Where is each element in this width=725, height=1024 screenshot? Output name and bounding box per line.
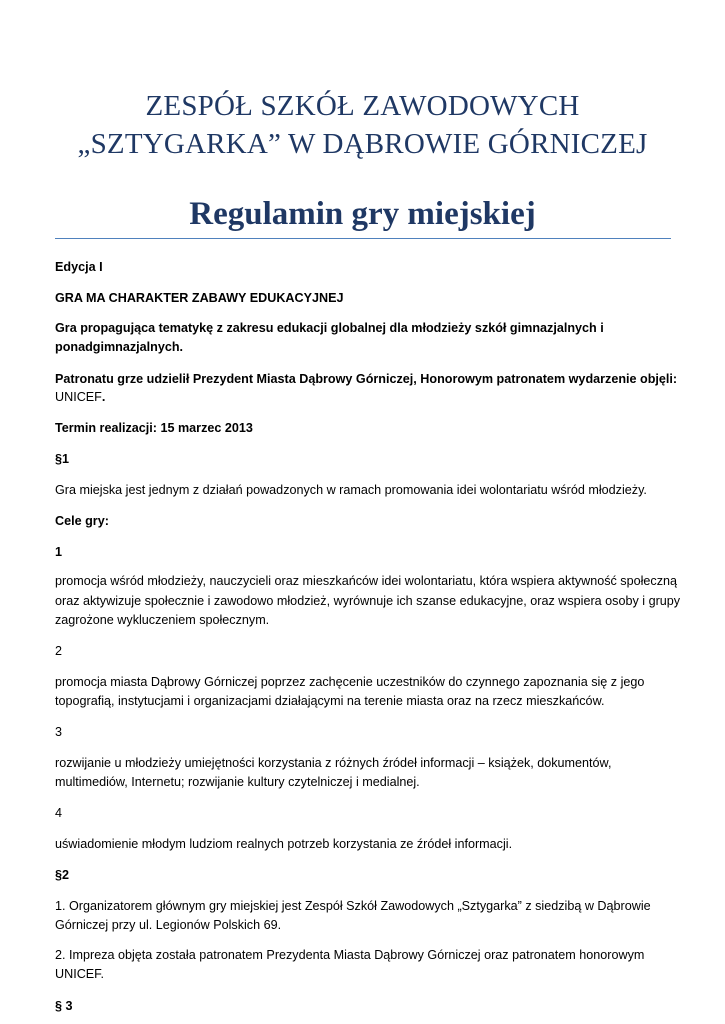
section-2-point-2-line-1: 2. Impreza objęta została patronatem Prezydenta Miasta Dąbrowy Górniczej oraz patronatem honorowym <box>55 948 645 962</box>
goals-heading: Cele gry: <box>55 514 109 528</box>
goal-3-line-1: rozwijanie u młodzieży umiejętności korzystania z różnych źródeł informacji – książek, dokumentów, <box>55 756 612 770</box>
school-name-line-1: ZESPÓŁ SZKÓŁ ZAWODOWYCH <box>145 90 580 122</box>
goal-3-number: 3 <box>55 725 63 739</box>
section-2-point-1-line-1: 1. Organizatorem głównym gry miejskiej jest Zespół Szkół Zawodowych „Sztygarka” z siedzibą w Dąbrowie <box>55 899 651 913</box>
edition-label: Edycja I <box>55 260 103 274</box>
goal-1-line-2: oraz aktywizuje społecznie i zawodowo młodzież, wyrównuje ich szanse edukacyjne, oraz wspiera osoby i grupy <box>55 594 681 608</box>
goal-1-line-3: zagrożone wykluczeniem społecznym. <box>55 613 270 627</box>
section-2-point-1-line-2: Górniczej przy ul. Legionów Polskich 69. <box>55 918 282 932</box>
patronage-line-1: Patronatu grze udzielił Prezydent Miasta Dąbrowy Górniczej, Honorowym patronatem wydarzenie objęli: <box>55 372 678 386</box>
school-name <box>0 87 725 163</box>
section-2-point-2-line-2: UNICEF. <box>55 967 104 981</box>
document-title: Regulamin gry miejskiej <box>189 196 536 232</box>
goal-2-line-2: topografią, instytucjami i organizacjami działającymi na terenie miasta oraz na rzecz mieszkańców. <box>55 694 605 708</box>
realization-term: Termin realizacji: 15 marzec 2013 <box>55 421 253 435</box>
section-2-heading: §2 <box>55 868 70 882</box>
goal-1-line-1: promocja wśród młodzieży, nauczycieli oraz mieszkańców idei wolontariatu, która wspiera aktywność społeczną <box>55 574 678 588</box>
section-1-text: Gra miejska jest jednym z działań powadzonych w ramach promowania idei wolontariatu wśród młodzieży. <box>55 483 647 497</box>
goal-3-line-2: multimediów, Internetu; rozwijanie kultury czytelniczej i medialnej. <box>55 775 420 789</box>
patronage-period: . <box>101 390 106 404</box>
goal-4-number: 4 <box>55 806 63 820</box>
goal-2-line-1: promocja miasta Dąbrowy Górniczej poprzez zachęcenie uczestników do czynnego zapoznania się z jego <box>55 675 645 689</box>
goal-4-line-1: uświadomienie młodym ludziom realnych potrzeb korzystania ze źródeł informacji. <box>55 837 513 851</box>
patronage-line-2 <box>55 387 675 407</box>
section-3-heading: § 3 <box>55 999 73 1013</box>
goal-2-number: 2 <box>55 644 63 658</box>
goal-1-number: 1 <box>55 545 63 559</box>
patronage-unicef: UNICEF <box>55 390 102 404</box>
game-topic-line-1: Gra propagująca tematykę z zakresu edukacji globalnej dla młodzieży szkół gimnazjalnych i <box>55 321 604 335</box>
title-underline <box>55 238 671 239</box>
section-1-heading: §1 <box>55 452 70 466</box>
game-character: GRA MA CHARAKTER ZABAWY EDUKACYJNEJ <box>55 291 344 305</box>
game-topic-line-2: ponadgimnazjalnych. <box>55 340 184 354</box>
school-name-line-2: „SZTYGARKA” W DĄBROWIE GÓRNICZEJ <box>77 128 648 160</box>
